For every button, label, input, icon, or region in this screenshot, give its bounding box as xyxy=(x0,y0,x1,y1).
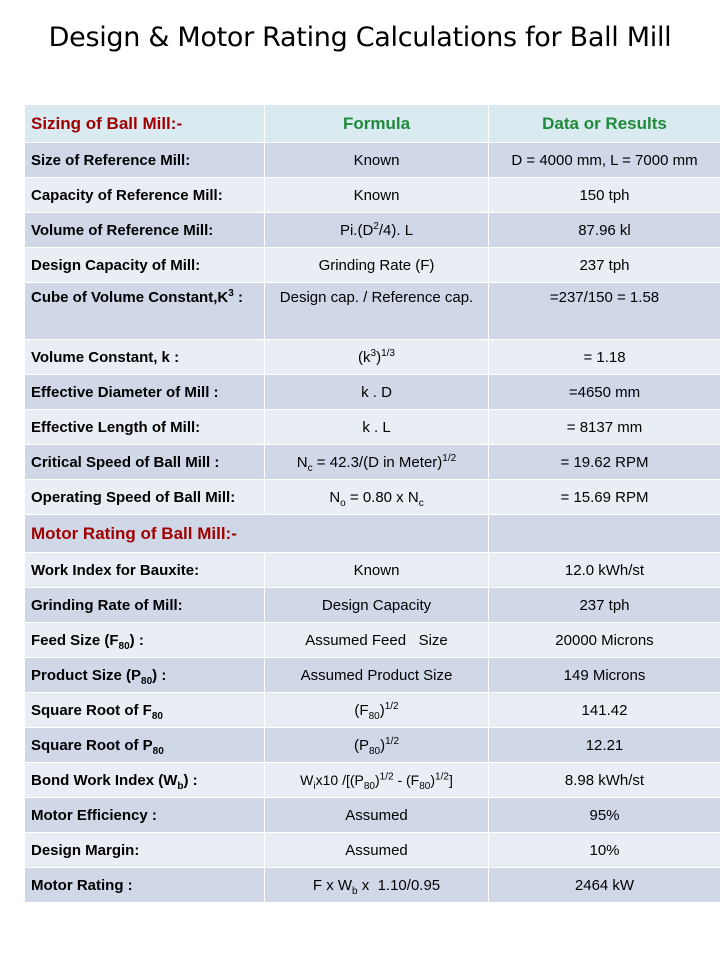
table-row xyxy=(25,798,720,833)
row-formula: Assumed Feed Size xyxy=(265,623,489,658)
row-label: Effective Diameter of Mill : xyxy=(25,375,265,410)
section-empty-cell xyxy=(489,515,720,553)
row-result: = 19.62 RPM xyxy=(489,445,720,480)
row-label: Operating Speed of Ball Mill: xyxy=(25,480,265,515)
row-formula: Assumed Product Size xyxy=(265,658,489,693)
row-result: 149 Microns xyxy=(489,658,720,693)
row-formula: $(P_{80})^{1/2}$ xyxy=(265,728,489,763)
row-label: Design Capacity of Mill: xyxy=(25,248,265,283)
section-heading-sizing: Sizing of Ball Mill:- xyxy=(25,105,265,143)
table-row xyxy=(25,833,720,868)
row-result: 95% xyxy=(489,798,720,833)
row-result: 12.21 xyxy=(489,728,720,763)
row-formula: $W_ix10$ $/[(P_{80})^{1/2} - (F_{80})^{1/2}]$ xyxy=(265,763,489,798)
table-row xyxy=(25,588,720,623)
row-result: 2464 kW xyxy=(489,868,720,903)
row-result: 12.0 kWh/st xyxy=(489,553,720,588)
row-formula: k . L xyxy=(265,410,489,445)
row-formula: Grinding Rate (F) xyxy=(265,248,489,283)
table-row xyxy=(25,445,720,480)
row-formula: k . D xyxy=(265,375,489,410)
row-label: Design Margin: xyxy=(25,833,265,868)
row-formula: $N_c = 42.3/(D$ in Meter)$^{1/2}$ xyxy=(265,445,489,480)
calculation-table xyxy=(24,104,720,903)
table-row xyxy=(25,728,720,763)
table-header-row xyxy=(25,105,720,143)
table-row xyxy=(25,178,720,213)
row-formula: Assumed xyxy=(265,798,489,833)
row-result: =4650 mm xyxy=(489,375,720,410)
row-label: Size of Reference Mill: xyxy=(25,143,265,178)
row-result: = 1.18 xyxy=(489,340,720,375)
row-label: Square Root of $F_{80}$ xyxy=(25,693,265,728)
row-label: Product Size $(P_{80})$ : xyxy=(25,658,265,693)
column-header-formula: Formula xyxy=(265,105,489,143)
table-row xyxy=(25,410,720,445)
row-formula: $(k^3)^{1/3}$ xyxy=(265,340,489,375)
table-row xyxy=(25,763,720,798)
row-label: Volume of Reference Mill: xyxy=(25,213,265,248)
column-header-results: Data or Results xyxy=(489,105,720,143)
row-result: 237 tph xyxy=(489,588,720,623)
row-formula: Design cap. / Reference cap. xyxy=(265,283,489,340)
table-row xyxy=(25,658,720,693)
row-result: 237 tph xyxy=(489,248,720,283)
table-row xyxy=(25,248,720,283)
row-formula: F x $W_b$ x 1.10/0.95 xyxy=(265,868,489,903)
row-label: Feed Size $(F_{80})$ : xyxy=(25,623,265,658)
row-result: =237/150 = 1.58 xyxy=(489,283,720,340)
table-row xyxy=(25,623,720,658)
row-formula: Design Capacity xyxy=(265,588,489,623)
table-row xyxy=(25,283,720,340)
row-label: Work Index for Bauxite: xyxy=(25,553,265,588)
row-label: Volume Constant, k : xyxy=(25,340,265,375)
table-row xyxy=(25,375,720,410)
row-result: 150 tph xyxy=(489,178,720,213)
row-formula: $N_o = 0.80$ x $N_c$ xyxy=(265,480,489,515)
row-label: Effective Length of Mill: xyxy=(25,410,265,445)
row-formula: Known xyxy=(265,553,489,588)
table-row xyxy=(25,213,720,248)
row-result: 8.98 kWh/st xyxy=(489,763,720,798)
row-label: Grinding Rate of Mill: xyxy=(25,588,265,623)
section-heading-motor: Motor Rating of Ball Mill:- xyxy=(25,515,489,553)
row-formula: $Pi.(D^2/4)$. L xyxy=(265,213,489,248)
row-label: Motor Rating : xyxy=(25,868,265,903)
row-result: D = 4000 mm, L = 7000 mm xyxy=(489,143,720,178)
row-label: Motor Efficiency : xyxy=(25,798,265,833)
row-label: Capacity of Reference Mill: xyxy=(25,178,265,213)
row-result: = 15.69 RPM xyxy=(489,480,720,515)
table-row xyxy=(25,480,720,515)
table-row xyxy=(25,143,720,178)
table-row xyxy=(25,340,720,375)
row-label: Critical Speed of Ball Mill : xyxy=(25,445,265,480)
row-result: 87.96 kl xyxy=(489,213,720,248)
row-result: 141.42 xyxy=(489,693,720,728)
row-formula: $(F_{80})^{1/2}$ xyxy=(265,693,489,728)
row-result: 10% xyxy=(489,833,720,868)
row-formula: Assumed xyxy=(265,833,489,868)
table-row xyxy=(25,553,720,588)
row-label: Cube of Volume $Constant,K^3$ : xyxy=(25,283,265,340)
section-row xyxy=(25,515,720,553)
row-result: = 8137 mm xyxy=(489,410,720,445)
row-formula: Known xyxy=(265,143,489,178)
row-label: Bond Work Index $(W_b)$ : xyxy=(25,763,265,798)
table-row xyxy=(25,693,720,728)
table-row xyxy=(25,868,720,903)
row-label: Square Root of $P_{80}$ xyxy=(25,728,265,763)
row-formula: Known xyxy=(265,178,489,213)
row-result: 20000 Microns xyxy=(489,623,720,658)
page-title: Design & Motor Rating Calculations for Ball Mill xyxy=(48,22,672,53)
